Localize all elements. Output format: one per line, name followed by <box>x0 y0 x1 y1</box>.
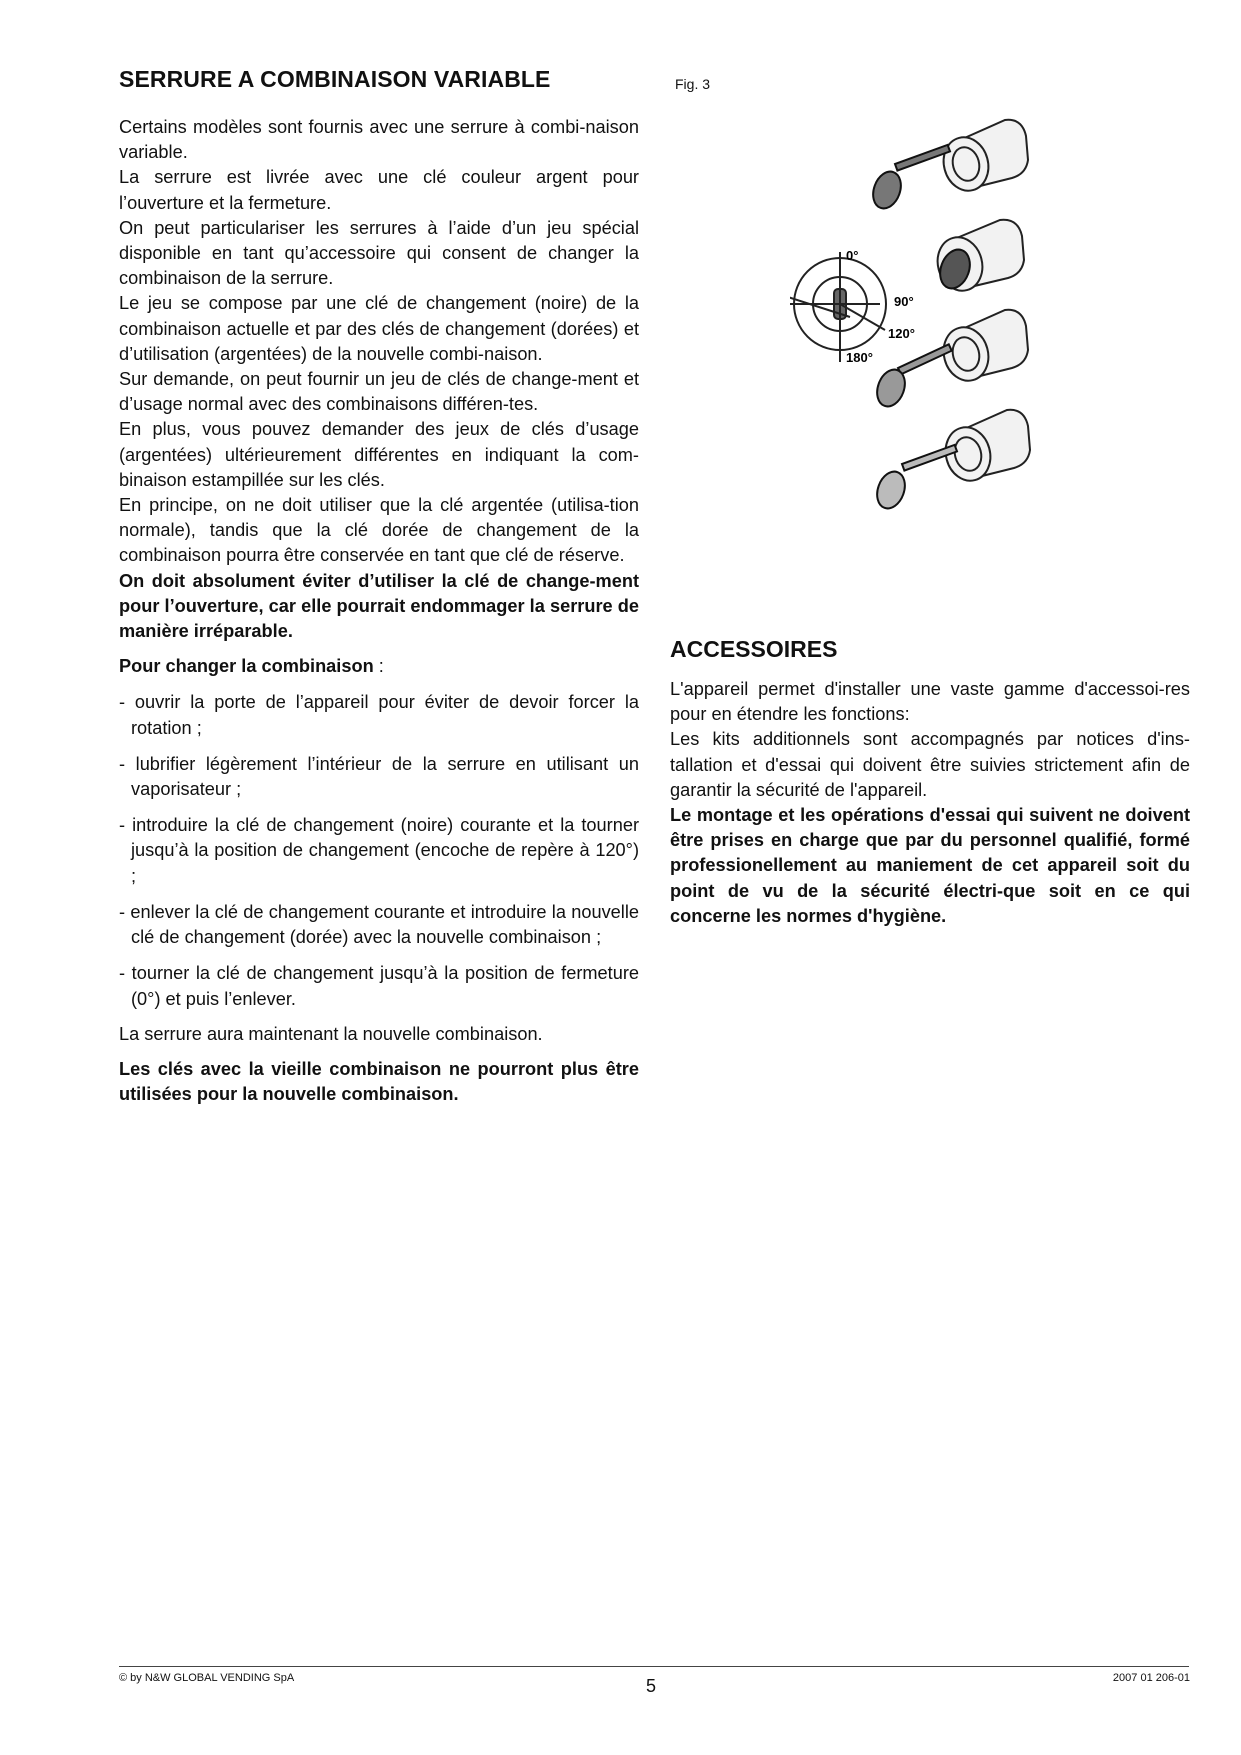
page-number: 5 <box>646 1676 657 1696</box>
paragraph: En principe, on ne doit utiliser que la clé argentée (utilisa-tion normale), tandis que la clé dorée de changement de la combinaison pourra être conservée en tant que clé de réserve. <box>119 495 639 566</box>
paragraph: La serrure est livrée avec une clé couleur argent pour l’ouverture et la fermeture. <box>119 167 639 213</box>
footer-divider <box>119 1666 1189 1667</box>
figure-lock-illustration <box>790 112 1070 572</box>
key-icon <box>868 145 950 212</box>
key-icon <box>872 445 957 512</box>
lock-cylinder-icon <box>938 120 1028 196</box>
section-title-serrure: SERRURE A COMBINAISON VARIABLE <box>119 66 551 92</box>
warning-paragraph: Le montage et les opérations d'essai qui suivent ne doivent être prises en charge que par du personnel qualifié, formé professionellement au maniement de cet appareil soit du point de vu de la sécurité électri-que soit en ce qui concerne les normes d'hygiène. <box>670 805 1190 926</box>
paragraph: Le jeu se compose par une clé de changement (noire) de la combinaison actuelle et par des clés de changement (dorées) et d’utilisation (argentées) de la nouvelle combi-naison. <box>119 293 639 364</box>
dial-icon <box>790 252 886 362</box>
footer-doc-code: 2007 01 206-01 <box>1112 1672 1190 1684</box>
section-title-accessoires: ACCESSOIRES <box>670 636 838 662</box>
paragraph: En plus, vous pouvez demander des jeux de clés d’usage (argentées) ultérieurement différentes en indiquant la com-binaison estampillée sur les clés. <box>119 419 639 490</box>
paragraph: L'appareil permet d'installer une vaste gamme d'accessoi-res pour en étendre les fonctions: <box>670 679 1190 725</box>
change-heading-colon: : <box>373 656 384 677</box>
right-column <box>670 636 1190 929</box>
key-icon <box>872 344 951 410</box>
left-column <box>119 66 639 1107</box>
angle-label-90: 90° <box>894 294 914 309</box>
step-item: - introduire la clé de changement (noire) courante et la tourner jusqu’à la position de changement (encoche de repère à 120°) ; <box>119 815 639 886</box>
paragraph: Certains modèles sont fournis avec une serrure à combi-naison variable. <box>119 117 639 163</box>
lock-diagram-svg <box>790 112 1070 572</box>
change-heading <box>119 654 639 679</box>
final-warning: Les clés avec la vieille combinaison ne pourront plus être utilisées pour la nouvelle combinaison. <box>119 1058 639 1105</box>
step-item: - tourner la clé de changement jusqu’à la position de fermeture (0°) et puis l’enlever. <box>119 963 639 1009</box>
paragraph: Sur demande, on peut fournir un jeu de clés de change-ment et d’usage normal avec des combinaisons différen-tes. <box>119 369 639 415</box>
footer-copyright: © by N&W GLOBAL VENDING SpA <box>119 1672 295 1684</box>
paragraph: La serrure aura maintenant la nouvelle combinaison. <box>119 1023 543 1044</box>
step-item: - enlever la clé de changement courante et introduire la nouvelle clé de changement (dorée) avec la nouvelle combinaison ; <box>119 901 639 948</box>
step-item: - ouvrir la porte de l’appareil pour éviter de devoir forcer la rotation ; <box>119 692 639 738</box>
angle-label-0: 0° <box>846 248 859 263</box>
angle-label-120: 120° <box>888 326 915 341</box>
figure-caption: Fig. 3 <box>675 76 711 92</box>
step-item: - lubrifier légèrement l’intérieur de la serrure en utilisant un vaporisateur ; <box>119 753 639 800</box>
paragraph: Les kits additionnels sont accompagnés par notices d'ins-tallation et d'essai qui doivent être suivies strictement afin de garantir la sécurité de l'appareil. <box>670 729 1190 800</box>
angle-label-180: 180° <box>846 350 873 365</box>
warning-paragraph: On doit absolument éviter d’utiliser la clé de change-ment pour l’ouverture, car elle pourrait endommager la serrure de manière irréparable. <box>119 570 639 642</box>
paragraph: On peut particulariser les serrures à l’aide d’un jeu spécial disponible en tant qu’accessoire qui consent de changer la combinaison de la serrure. <box>119 217 639 289</box>
change-heading-label: Pour changer la combinaison <box>119 656 374 677</box>
